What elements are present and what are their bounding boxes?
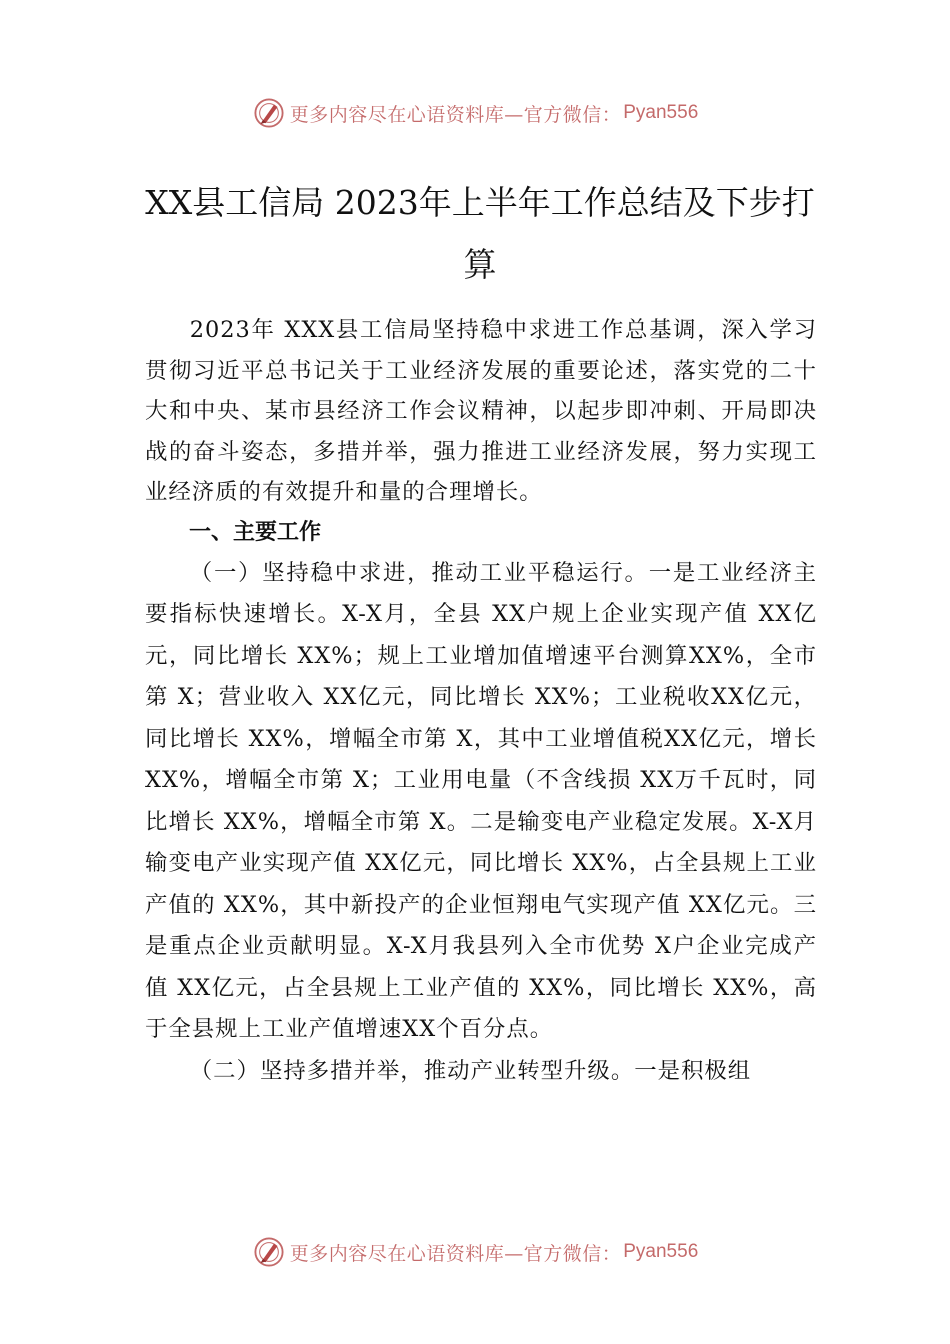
document-title: XX县工信局 2023年上半年工作总结及下步打算 [145, 183, 815, 285]
watermark-wechat-id: Pyan556 [623, 1241, 699, 1262]
watermark-wechat-id: Pyan556 [623, 102, 699, 123]
pen-nib-seal-icon [252, 1235, 286, 1269]
watermark-text: 更多内容尽在心语资料库—官方微信： [289, 1242, 622, 1265]
watermark-footer [0, 1232, 950, 1272]
document-body [145, 310, 817, 1092]
intro-paragraph: 2023年 XXX县工信局坚持稳中求进工作总基调，深入学习贯彻习近平总书记关于工业经济发展的重要论述，落实党的二十大和中央、某市县经济工作会议精神，以起步即冲刺、开局即决战的奋斗姿态，多措并举，强力推进工业经济发展，努力实现工业经济质的有效提升和量的合理增长。 [145, 317, 817, 505]
paragraph-1: （一）坚持稳中求进，推动工业平稳运行。一是工业经济主要指标快速增长。X-X月，全县 XX户规上企业实现产值 XX亿元，同比增长 XX%；规上工业增加值增速平台测算XX%，全市第 X；营业收入 XX亿元，同比增长 XX%；工业税收XX亿元，同比增长 XX%，增幅全市第 X，其中工业增值税XX亿元，增长 XX%，增幅全市第 X；工业用电量（不含线损 XX万千瓦时，同比增长 XX%，增幅全市第 X。二是输变电产业稳定发展。X-X月输变电产业实现产值 XX亿元，同比增长 XX%，占全县规上工业产值的 XX%，其中新投产的企业恒翔电气实现产值 XX亿元。三是重点企业贡献明显。X-X月我县列入全市优势 X户企业完成产值 XX亿元，占全县规上工业产值的 XX%，同比增长 XX%，高于全县规上工业产值增速XX个百分点。 [145, 559, 817, 1042]
pen-nib-seal-icon [252, 96, 286, 130]
watermark-header [0, 93, 950, 133]
watermark-text: 更多内容尽在心语资料库—官方微信： [289, 103, 622, 126]
section-heading: 一、主要工作 [189, 519, 322, 545]
paragraph-2: （二）坚持多措并举，推动产业转型升级。一是积极组 [189, 1057, 752, 1084]
